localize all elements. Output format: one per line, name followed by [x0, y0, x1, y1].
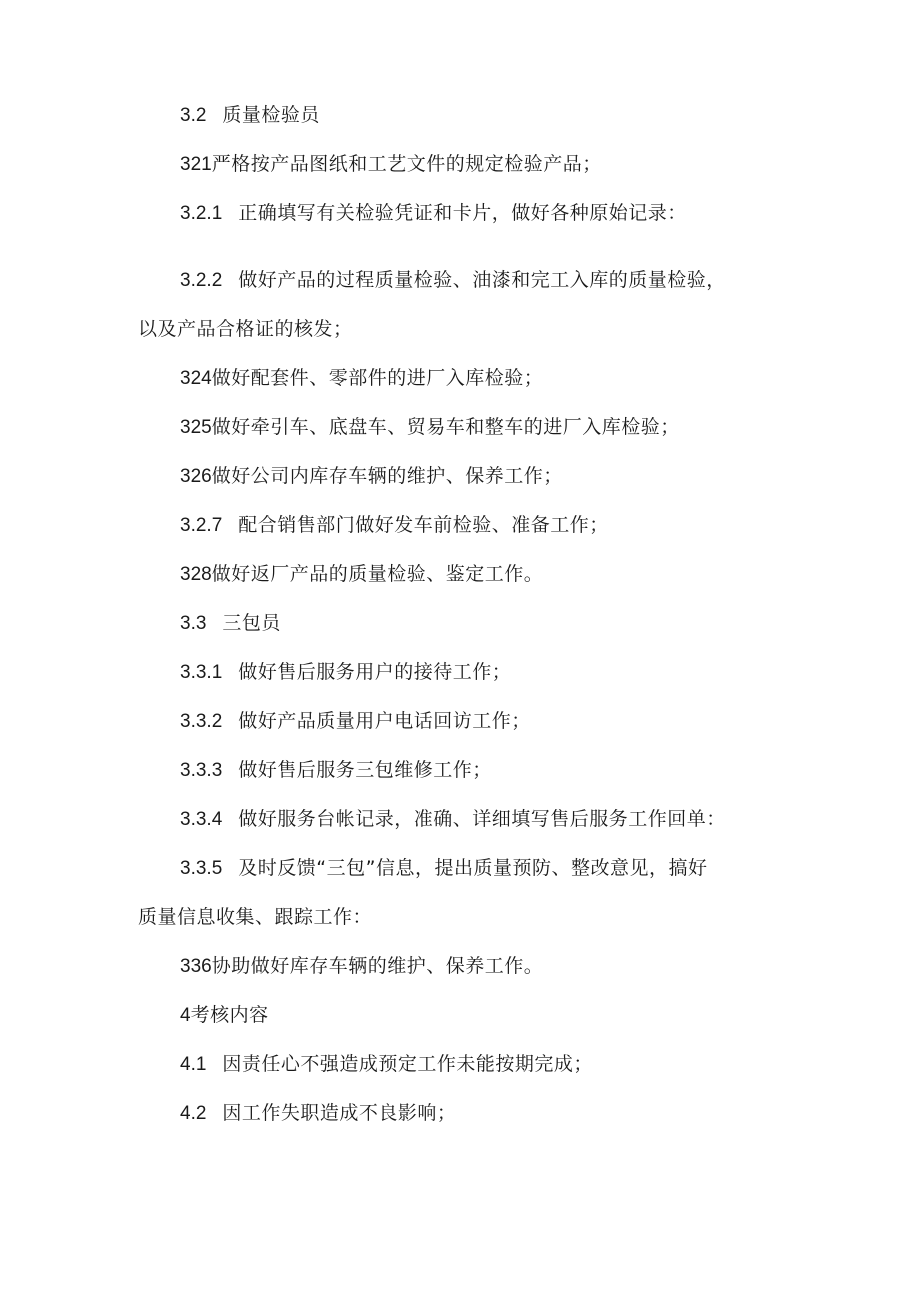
- section-heading-3-3: [180, 611, 281, 636]
- item-text: 因工作失职造成不良影响；: [222, 1102, 457, 1124]
- list-item: [180, 1052, 593, 1077]
- item-text: 做好产品的过程质量检验、油漆和完工入库的质量检验，: [238, 269, 726, 291]
- list-item-continuation: [138, 905, 372, 929]
- item-text: 正确填写有关检验凭证和卡片，做好各种原始记录：: [238, 202, 687, 224]
- item-text: 严格按产品图纸和工艺文件的规定检验产品；: [211, 153, 602, 175]
- item-number: 321: [180, 154, 212, 175]
- list-item: [180, 856, 707, 881]
- section-heading-4: [180, 1003, 269, 1028]
- item-number: 3.3.1: [180, 662, 223, 683]
- item-number: 3.3: [180, 613, 207, 634]
- item-number: 4.1: [180, 1054, 207, 1075]
- list-item: [180, 562, 543, 587]
- list-item: [180, 954, 543, 979]
- item-number: 3.2: [180, 105, 207, 126]
- list-item: [180, 513, 609, 538]
- list-item: [180, 1101, 456, 1126]
- list-item: [180, 201, 687, 226]
- item-number: 4.2: [180, 1103, 207, 1124]
- item-text: 做好售后服务三包维修工作；: [238, 759, 492, 781]
- list-item: [180, 758, 492, 783]
- list-item: [180, 709, 531, 734]
- item-text: 做好公司内库存车辆的维护、保养工作；: [211, 465, 563, 487]
- item-number: 326: [180, 466, 212, 487]
- section-heading-3-2: [180, 103, 320, 128]
- item-number: 324: [180, 368, 212, 389]
- item-text: 做好配套件、零部件的进厂入库检验；: [211, 367, 544, 389]
- item-text: 因责任心不强造成预定工作未能按期完成；: [222, 1053, 593, 1075]
- item-number: 3.2.2: [180, 270, 223, 291]
- item-text: 质量信息收集、跟踪工作：: [138, 906, 373, 928]
- item-text: 做好返厂产品的质量检验、鉴定工作。: [211, 563, 544, 585]
- item-text: 考核内容: [190, 1004, 269, 1026]
- item-text: 协助做好库存车辆的维护、保养工作。: [211, 955, 544, 977]
- list-item-continuation: [138, 317, 353, 341]
- list-item: [180, 464, 563, 489]
- item-text: 配合销售部门做好发车前检验、准备工作；: [238, 514, 609, 536]
- item-text: 做好产品质量用户电话回访工作；: [238, 710, 531, 732]
- item-text: 质量检验员: [222, 104, 320, 126]
- list-item: [180, 807, 726, 832]
- list-item: [180, 415, 680, 440]
- item-number: 3.3.5: [180, 858, 223, 879]
- list-item: [180, 366, 543, 391]
- item-number: 3.3.3: [180, 760, 223, 781]
- item-number: 3.3.4: [180, 809, 223, 830]
- item-number: 3.2.7: [180, 515, 223, 536]
- item-number: 328: [180, 564, 212, 585]
- item-number: 3.3.2: [180, 711, 223, 732]
- item-text: 三包员: [222, 612, 281, 634]
- item-number: 336: [180, 956, 212, 977]
- item-text: 以及产品合格证的核发；: [138, 318, 353, 340]
- list-item: [180, 152, 602, 177]
- item-number: 325: [180, 417, 212, 438]
- item-text: 做好牵引车、底盘车、贸易车和整车的进厂入库检验；: [211, 416, 680, 438]
- list-item: [180, 268, 726, 293]
- item-number: 4: [180, 1005, 191, 1026]
- list-item: [180, 660, 511, 685]
- item-text: 及时反馈“三包”信息，提出质量预防、整改意见，搞好: [238, 857, 708, 879]
- item-number: 3.2.1: [180, 203, 223, 224]
- item-text: 做好售后服务用户的接待工作；: [238, 661, 512, 683]
- item-text: 做好服务台帐记录，准确、详细填写售后服务工作回单：: [238, 808, 726, 830]
